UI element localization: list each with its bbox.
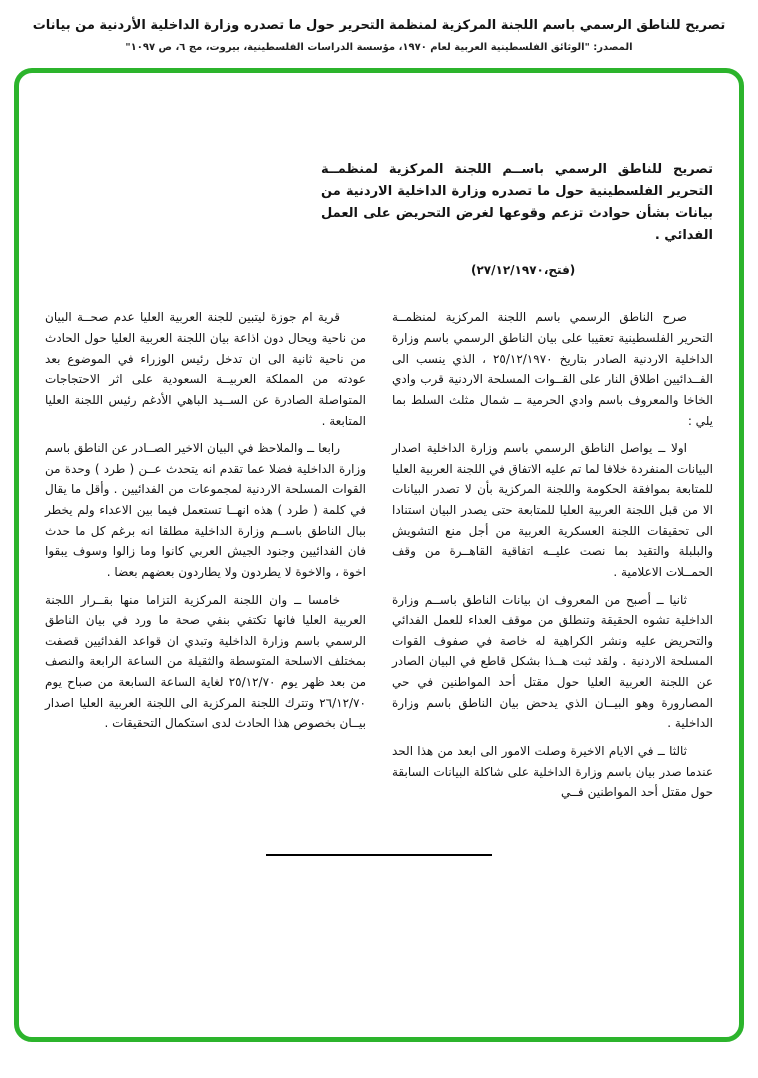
paragraph-intro: صرح الناطق الرسمي باسم اللجنة المركزية لمنظمــة التحرير الفلسطينية تعقيبا على بيان الناطق الرسمي باسم وزارة الداخلية الاردنية الصادر بتاريخ ٢٥/١٢/١٩٧٠ ، الذي ينسب الى الفــدائيين اطلاق النار على القــوات المسلحة الاردنية قرب وادي الخاخا والمعروف باسم وادي الحرمية ــ شمال مثلث السلط بما يلي : <box>392 310 713 428</box>
header-title: تصريح للناطق الرسمي باسم اللجنة المركزية لمنظمة التحرير حول ما تصدره وزارة الداخلية الأردنية من بيانات <box>32 18 726 33</box>
document-columns <box>45 307 713 809</box>
paragraph-continuation: قرية ام جوزة ليتبين للجنة العربية العليا عدم صحــة البيان من ناحية ويحال دون اذاعة بيان اللجنة العربية العليا حول الحادث من ناحية ثانية الى ان تدخل رئيس الوزراء في الموضوع بعد عودته من المملكة العربيــة السعودية على اثر الاحتجاجات المتواصلة الصادرة عن الســيد الباهي الأدغم رئيس اللجنة العليا المتابعة . <box>45 310 366 428</box>
column-right <box>392 307 713 809</box>
bottom-divider <box>266 854 492 856</box>
paragraph-fourth: رابعا ــ والملاحظ في البيان الاخير الصــادر عن الناطق باسم وزارة الداخلية فضلا عما تقدم انه يتحدث عــن ( طرد ) وحدة من القوات المسلحة الاردنية لمجموعات من الفدائيين . وأقل ما يقال في كلمة ( طرد ) هذه انهــا تستعمل فيما بين الاعداء ولم يخطر ببال الناطق باســم وزارة الداخلية مطلقا انه برغم كل ما حدث فان الفدائيين وجنود الجيش العربي كانوا وما زالوا وسوف يبقوا اخوة ، والاخوة لا يطردون ولا يطاردون بعضهم بعضا . <box>45 441 366 579</box>
document-date: (فتح،٢٧/١٢/١٩٧٠) <box>471 263 576 278</box>
column-left <box>45 307 366 809</box>
paragraph-third: ثالثا ــ في الايام الاخيرة وصلت الامور الى ابعد من هذا الحد عندما صدر بيان باسم وزارة الداخلية على شاكلة البيانات السابقة حول مقتل أحد المواطنين فــي <box>392 743 713 800</box>
paragraph-first: اولا ــ يواصل الناطق الرسمي باسم وزارة الداخلية اصدار البيانات المنفردة خلافا لما تم عليه الاتفاق في اللجنة العربية العليا للمتابعة بموافقة الحكومة واللجنة المركزية بأن لا تصدر البيانات الا من قبل اللجنة العربية العليا للمتابعة حتى يصدر البيان استنادا الى تحقيقات اللجنة العسكرية العربية من أجل منع التشويش والبلبلة والتقيد بما نصت عليــه اتفاقية القاهــرة من وقف الحمــلات الاعلامية . <box>392 441 713 579</box>
paragraph-fifth: خامسا ــ وان اللجنة المركزية التزاما منها بقــرار اللجنة العربية العليا فانها تكتفي بنفي صحة ما ورد في بيان الناطق الرسمي باسم وزارة الداخلية وتبدي ان قواعد الفدائيين قصفت بمختلف الاسلحة المتوسطة والثقيلة من الساعة الرابعة والنصف من بعد ظهر يوم ٢٥/١٢/٧٠ لغاية الساعة السابعة من صباح يوم ٢٦/١٢/٧٠ وتترك اللجنة المركزية الى اللجنة العربية العليا اصدار بيــان بخصوص هذا الحادث لدى استكمال التحقيقات . <box>45 592 366 731</box>
header-source: المصدر: "الوثائق الفلسطينية العربية لعام ١٩٧٠، مؤسسة الدراسات الفلسطينية، بيروت، مج ٦، ص ١٠٩٧" <box>125 42 633 53</box>
page-header <box>0 0 758 53</box>
document-frame <box>14 68 744 1042</box>
paragraph-second: ثانيا ــ أصبح من المعروف ان بيانات الناطق باســم وزارة الداخلية تشوه الحقيقة وتنطلق من موقف العداء للعمل الفدائي والتحريض عليه ونشر الكراهية له خاصة في صفوف القوات المسلحة الاردنية . ولقد ثبت هــذا بشكل قاطع في البيان الصادر عن اللجنة العربية العليا حول مقتل أحد المواطنين في حي المصارورة وهو البيــان الذي يدحض بيان الناطق باسم وزارة الداخلية . <box>392 592 713 731</box>
document-page <box>19 73 739 1037</box>
document-title: تصريح للناطق الرسمي باســم اللجنة المركزية لمنظمــة التحرير الفلسطينية حول ما تصدره وزارة الداخلية الاردنية من بيانات بشأن حوادث تزعم وقوعها لغرض التحريض على العمل الفدائي . <box>321 162 713 244</box>
